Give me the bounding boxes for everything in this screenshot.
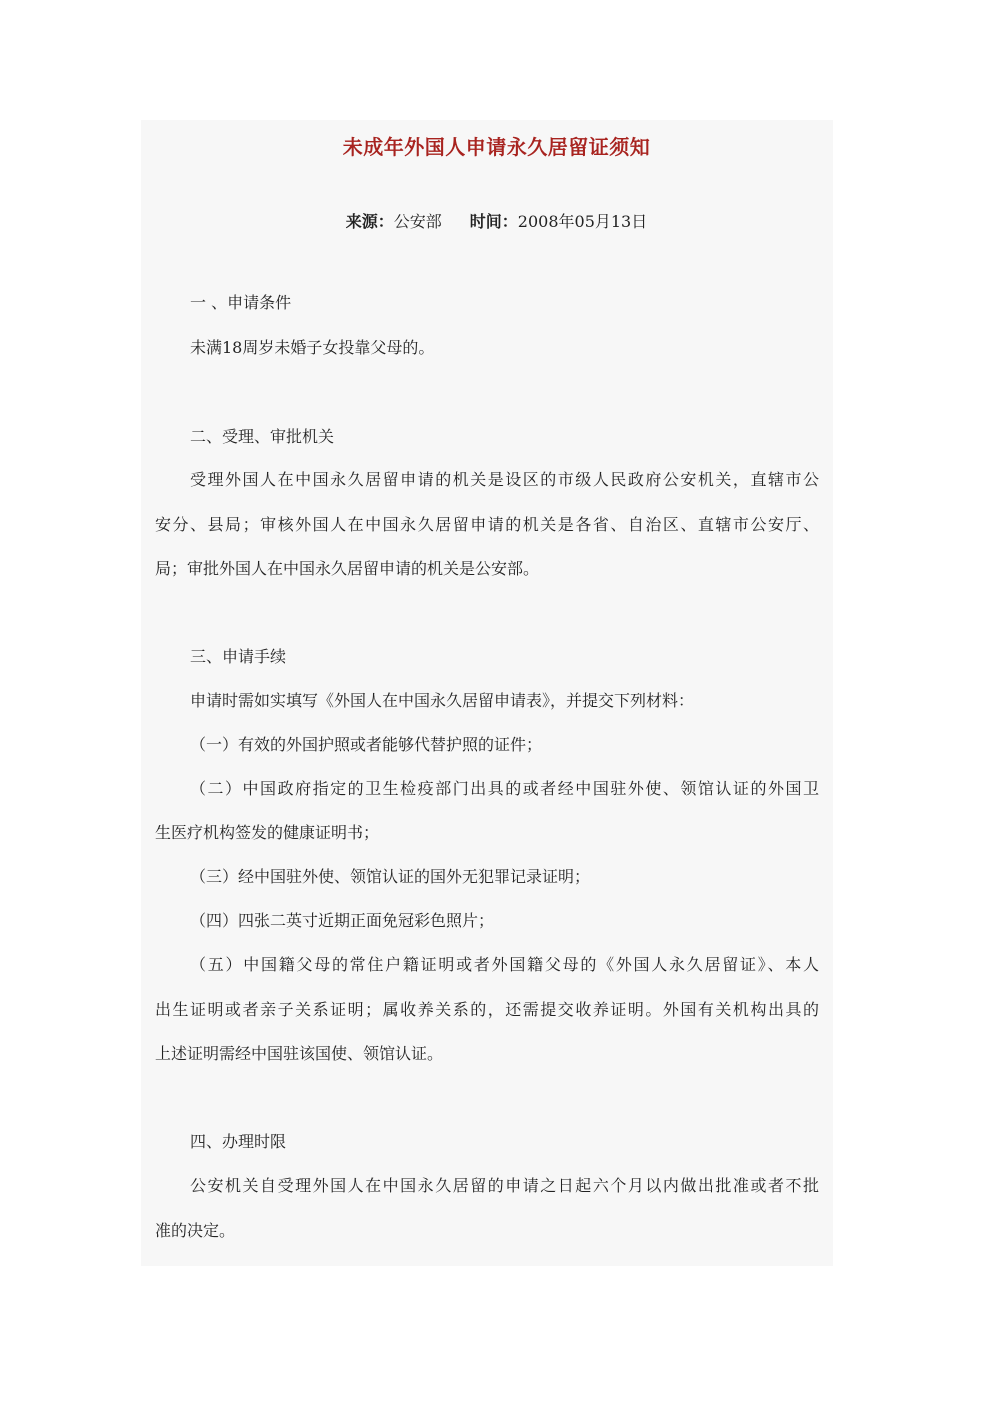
paragraph-line: 准的决定。 (155, 1221, 236, 1240)
paragraph-line: 公安机关自受理外国人在中国永久居留的申请之日起六个月以内做出批准或者不批 (190, 1176, 819, 1195)
list-item: （四）四张二英寸近期正面免冠彩色照片； (190, 911, 495, 930)
source-label: 来源： (345, 212, 394, 231)
list-item: （三）经中国驻外使、领馆认证的国外无犯罪记录证明； (190, 867, 591, 886)
page-title: 未成年外国人申请永久居留证须知 (342, 135, 651, 159)
section-heading-1: 一 、申请条件 (190, 293, 292, 312)
meta-line (0, 209, 993, 232)
paragraph-line: 局；审批外国人在中国永久居留申请的机关是公安部。 (155, 559, 540, 578)
time-label: 时间： (469, 212, 518, 231)
list-item: （二）中国政府指定的卫生检疫部门出具的或者经中国驻外使、领馆认证的外国卫 (190, 779, 819, 798)
time-value: 2008年05月13日 (517, 212, 648, 231)
paragraph-line: 申请时需如实填写《外国人在中国永久居留申请表》，并提交下列材料： (190, 691, 695, 710)
list-item: （五）中国籍父母的常住户籍证明或者外国籍父母的《外国人永久居留证》、本人 (190, 955, 819, 974)
source-value: 公安部 (393, 212, 442, 231)
list-item-continued: 生医疗机构签发的健康证明书； (155, 823, 380, 842)
section-heading-2: 二、受理、审批机关 (190, 427, 335, 446)
list-item-continued: 上述证明需经中国驻该国使、领馆认证。 (155, 1044, 444, 1063)
section-heading-4: 四、办理时限 (190, 1132, 287, 1151)
list-item-continued: 出生证明或者亲子关系证明；属收养关系的，还需提交收养证明。外国有关机构出具的 (155, 1000, 819, 1019)
paragraph-line: 未满18周岁未婚子女投靠父母的。 (190, 338, 435, 357)
paragraph-line: 安分、县局；审核外国人在中国永久居留申请的机关是各省、自治区、直辖市公安厅、 (155, 515, 819, 534)
list-item: （一）有效的外国护照或者能够代替护照的证件； (190, 735, 543, 754)
paragraph-line: 受理外国人在中国永久居留申请的机关是设区的市级人民政府公安机关，直辖市公 (190, 470, 819, 489)
section-heading-3: 三、申请手续 (190, 647, 287, 666)
